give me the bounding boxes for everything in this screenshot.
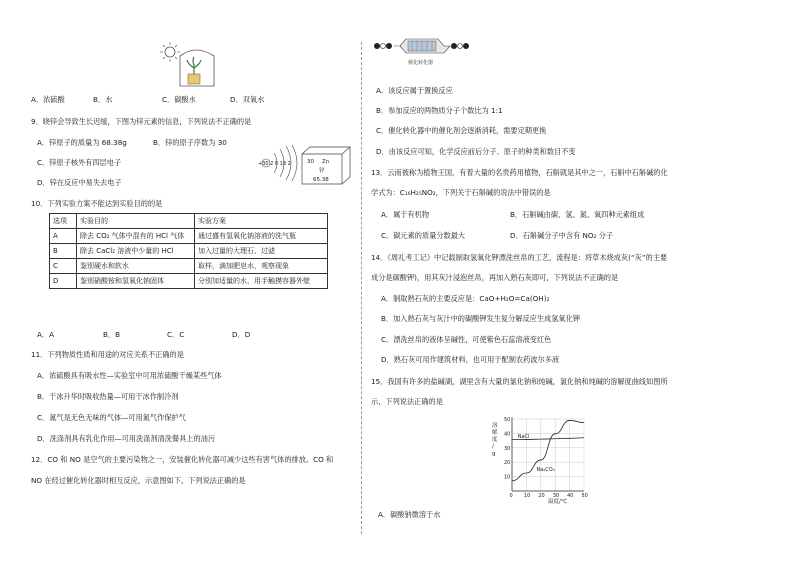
q9-option-d[interactable]: D．锌在反应中易失去电子 [37,178,122,187]
table-cell: 通过盛有氢氧化钠溶液的洗气瓶 [195,229,328,244]
y-tick-label: 30 [504,445,511,452]
table-row [50,244,328,259]
element-symbol: Zn [322,159,330,165]
q15-stem-line2: 示，下列说法正确的是 [371,397,443,406]
table-row [50,259,328,274]
table-row [50,274,328,289]
table-cell: 鉴别硬水和软水 [77,259,195,274]
y-label-char: / [492,444,494,450]
q14-option-d[interactable]: D．熟石灰可用作建筑材料，也可用于配制农药波尔多液 [381,355,560,364]
x-tick-label: 30 [552,493,560,499]
chart-xlabel: 温度/℃ [548,499,568,505]
table-cell: C [50,259,77,274]
q8-option-d[interactable]: D．双氧水 [230,95,265,104]
x-tick-label: 50 [581,493,588,499]
table-cell: 加入过量的大理石、过滤 [195,244,328,259]
q13-option-b[interactable]: B．石斛碱由碳、氢、氮、氧四种元素组成 [510,210,645,219]
table-cell: 除去 CO₂ 气体中混有的 HCl 气体 [77,229,195,244]
sun-icon [165,47,175,57]
atom-structure-label: +30 2 8 18 2 [258,161,291,167]
series-label-nacl: NaCl [517,434,530,441]
table-cell: 鉴别硝酸铵和氢氧化钠固体 [77,274,195,289]
table-header: 选项 [50,214,77,229]
x-tick-label: 40 [567,493,574,499]
q11-option-b[interactable]: B．干冰升华时吸收热量—可用干冰作制冷剂 [37,392,179,401]
y-label-char: g [492,451,496,457]
atomic-mass: 65.38 [313,177,329,183]
y-tick-label: 10 [504,474,511,481]
x-tick-label: 10 [523,493,531,499]
y-label-char: 解 [492,430,498,436]
y-tick-label: 50 [504,417,511,423]
q14-option-a[interactable]: A．制取熟石灰的主要反应是：CaO+H₂O=Ca(OH)₂ [381,294,550,303]
y-tick-label: 40 [504,431,511,438]
q8-option-a[interactable]: A．浓硫酸 [31,95,65,104]
q11-option-d[interactable]: D．洗涤剂具有乳化作用—可用洗涤剂清洗餐具上的油污 [37,434,216,443]
element-name: 锌 [319,168,325,174]
q13-option-d[interactable]: D．石斛碱分子中含有 NO₂ 分子 [510,231,614,240]
zinc-atom-diagram [256,145,304,185]
zinc-element-cell [300,146,352,186]
q14-stem-line2: 成分是碳酸钾)，用其灰汁浸泡丝帛，再加入熟石灰即可，下列说法不正确的是 [371,273,619,282]
q9-option-c[interactable]: C．锌原子核外有四层电子 [37,158,122,167]
q14-option-c[interactable]: C．漂洗丝帛的液体呈碱性，可使紫色石蕊溶液变红色 [381,335,552,344]
q13-stem-line1: 13．云南被称为植物王国，有着大量的名贵药用植物，石斛就是其中之一，石斛中石斛碱的化 [371,168,668,177]
q12-option-c[interactable]: C．催化转化器中的催化剂会逐渐消耗，需要定期更换 [376,126,547,135]
q15-stem-line1: 15．我国有许多的盐碱湖，湖里含有大量的氯化钠和纯碱，氯化钠和纯碱的溶解度曲线如图所 [371,377,668,386]
y-tick-label: 20 [504,460,511,467]
greenhouse-diagram [158,40,218,88]
table-header-row [50,214,328,229]
atomic-number: 30 [307,159,314,165]
table-cell: D [50,274,77,289]
q13-option-c[interactable]: C．碳元素的质量分数最大 [381,231,466,240]
y-label-char: 溶 [492,423,498,429]
x-tick-label: 20 [538,493,545,499]
x-tick-label: 0 [509,493,513,499]
series-label-na2co3: Na₂CO₃ [536,466,555,473]
q11-option-c[interactable]: C．氮气是无色无味的气体—可用氮气作保护气 [37,413,186,422]
q9-option-b[interactable]: B．锌的原子序数为 30 [153,138,227,147]
q10-answer-d[interactable]: D．D [232,330,251,339]
q8-option-b[interactable]: B．水 [93,95,113,104]
plant-pot [188,74,200,84]
q13-option-a[interactable]: A．属于有机物 [381,210,430,219]
q12-stem-line2: NO 在经过催化转化器时相互反应，示意图如下。下列说法正确的是 [31,476,246,485]
q11-option-a[interactable]: A．浓硫酸具有吸水性—实验室中可用浓硫酸干燥某些气体 [37,371,222,380]
converter-caption: 催化转化器 [408,60,434,66]
table-cell: 除去 CaCl₂ 溶液中少量的 HCl [77,244,195,259]
y-label-char: 度 [492,437,498,443]
q9-option-a[interactable]: A．锌原子的质量为 68.38g [37,138,127,147]
solubility-chart [488,413,600,505]
table-header: 实验目的 [77,214,195,229]
table-cell: 取样，滴加肥皂水，观察现象 [195,259,328,274]
q10-table [49,213,328,289]
table-header: 实验方案 [195,214,328,229]
q14-option-b[interactable]: B．加入熟石灰与灰汁中的碳酸钾发生复分解反应生成氢氧化钾 [381,314,580,323]
chart-ylabel [492,421,498,457]
q8-option-c[interactable]: C．碳酸水 [162,95,196,104]
q14-stem-line1: 14．《周礼考工记》中记载制取氢氧化钾漂洗丝帛的工艺，流程是：将草木烧成灰(“灰”的主要 [371,253,668,262]
q10-stem: 10．下列实验方案不能达到实验目的的是 [31,199,163,208]
q10-answer-c[interactable]: C．C [167,330,185,339]
q15-option-a[interactable]: A．碳酸钠微溶于水 [378,510,441,519]
table-cell: B [50,244,77,259]
table-row [50,229,328,244]
q10-answer-b[interactable]: B．B [103,330,121,339]
q12-option-a[interactable]: A．该反应属于置换反应 [376,86,453,95]
q12-option-d[interactable]: D．由该反应可知，化学反应前后分子、原子的种类和数目不变 [376,147,576,156]
q11-stem: 11．下列物质性质和用途的对应关系不正确的是 [31,350,184,359]
table-cell: A [50,229,77,244]
q12-option-b[interactable]: B．参加反应的两物质分子个数比为 1:1 [376,106,503,115]
q10-answer-a[interactable]: A．A [37,330,55,339]
column-divider [361,42,362,534]
q12-stem-line1: 12．CO 和 NO 是空气的主要污染物之一，安装催化转化器可减少这些有害气体的排放。CO 和 [31,455,334,464]
catalytic-converter-diagram [372,36,472,66]
q13-stem-line2: 学式为：C₁₆H₂₅NO₂，下列关于石斛碱的说法中错误的是 [371,188,551,197]
table-cell: 分别加适量的水，用手触摸容器外壁 [195,274,328,289]
q9-stem: 9．晓锌会导致生长迟缓，下图为锌元素的信息，下列说法不正确的是 [31,117,252,126]
